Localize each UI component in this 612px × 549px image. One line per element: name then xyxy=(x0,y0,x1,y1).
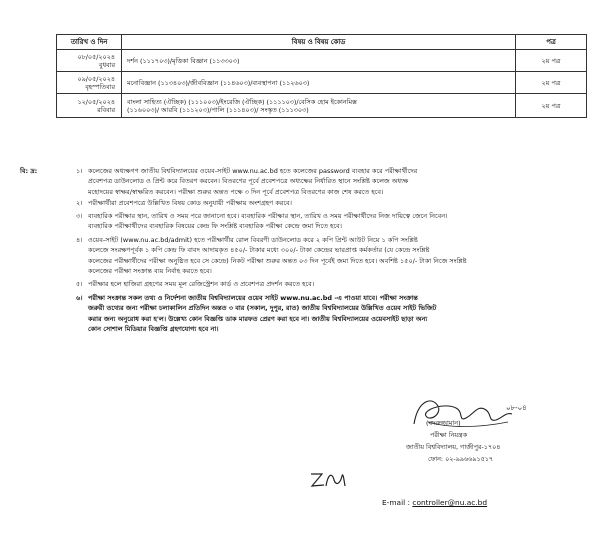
exam-day: বৃহস্পতিবার xyxy=(85,82,115,91)
exam-date: ০৮/০৫/২০২৪ xyxy=(77,52,115,61)
note-number: ৩। xyxy=(76,212,83,220)
signature-block xyxy=(384,397,564,465)
note-number: ৪। xyxy=(76,236,83,244)
phone-number: ফোন: ০২-৯৯৬৬৯১৫১৭ xyxy=(428,455,494,463)
table-header-row xyxy=(57,35,587,50)
date-cell xyxy=(57,94,122,118)
note-item-1 xyxy=(76,166,588,197)
header-paper: পত্র xyxy=(516,35,587,50)
note-line: করার জন্য অনুরোধ করা হ'ল। উল্লেখ্য কোন বিজ্ঞপ্তি ডাক মারফত প্রেরণ করা হবে না। জাতীয় বিশ্ববিদ্যালয়ের ওয়েবসাইট ছাড়া অন্য xyxy=(88,314,428,323)
note-number: ৫। xyxy=(76,280,83,288)
organization: জাতীয় বিশ্ববিদ্যালয়, গাজীপুর-১৭০৪ xyxy=(406,443,501,451)
note-line: ওয়েব-সাইট (www.nu.ac.bd/admit) হতে পরীক্ষার্থীর রোল বিবরণী ডাউনলোড করে ২ কপি প্রিন্ট আউট নিয়ে ১ কপি সংশ্লিষ্ট xyxy=(88,236,418,244)
note-line: পরীক্ষার হলে হাজিরা গ্রহণের সময় মূল রেজিস্ট্রেশন কার্ড ও প্রবেশপত্র প্রদর্শন করতে হবে। xyxy=(88,280,315,288)
exam-day: বুধবার xyxy=(98,60,115,69)
subject-cell: মনোবিজ্ঞান (১১৩৪০৩)/জীববিজ্ঞান (১১৪৬০৩)/ব্যবস্থাপনা (১১২৬০৩) xyxy=(122,72,516,94)
subject-line: (১১৬০০৩)/ আরবি (১১১২০৩)/পালি (১১১৪০৩)/ সংস্কৃত (১১১৩০৩) xyxy=(127,105,309,114)
initials-signature-icon xyxy=(308,468,348,490)
note-item-3 xyxy=(76,211,588,232)
exam-day: রবিবার xyxy=(97,105,115,114)
table-row xyxy=(57,50,587,72)
paper-cell: ২য় পত্র xyxy=(516,72,587,94)
note-line: পরীক্ষা সংক্রান্ত সকল তথ্য ও নির্দেশনা জাতীয় বিশ্ববিদ্যালয়ের ওয়েব সাইট www.nu.ac.bd -এ পাওয়া যাবে। পরীক্ষা সংক্রান্ত xyxy=(88,294,418,302)
date-cell xyxy=(57,50,122,72)
notes-label: বি: দ্র: xyxy=(20,167,38,175)
email-label: E-mail : xyxy=(382,498,411,507)
note-line: পরীক্ষার্থীরা প্রবেশপত্রে উল্লিখিত বিষয় কোড অনুযায়ী পরীক্ষায় অংশগ্রহণ করবে। xyxy=(88,199,292,207)
header-subject-code: বিষয় ও বিষয় কোড xyxy=(122,35,516,50)
paper-cell: ২য় পত্র xyxy=(516,94,587,118)
subject-line: বাংলা সাহিত্য (ঐচ্ছিক) (১১১০০৩)/ইংরেজি (ঐচ্ছিক) (১১১১০৩)/বেসিক হোম ইকোনমিক্স xyxy=(127,97,357,106)
note-line: কলেজের পরীক্ষা সংক্রান্ত ব্যয় নির্বাহ করতে হবে। xyxy=(88,266,212,275)
email-line xyxy=(382,498,487,507)
note-item-5 xyxy=(76,279,588,289)
note-item-4 xyxy=(76,235,588,276)
exam-schedule-table xyxy=(56,34,587,118)
note-item-6 xyxy=(76,293,588,334)
exam-date: ১২/০৫/২০২৪ xyxy=(77,97,115,106)
controller-title: পরীক্ষা নিয়ন্ত্রক xyxy=(430,431,468,439)
note-line: কলেজে সংরক্ষণপূর্বক ১ কপি কেন্দ্র ফি বাবদ আদায়কৃত ৪৫০/- টাকার মধ্যে ৩০০/- টাকা কেন্দ্রের ভারপ্রাপ্ত কর্মকর্তার (যে কেন্দ্রে সংশ্লিষ্ট xyxy=(88,246,430,255)
note-number: ১। xyxy=(76,167,83,175)
note-line: মহোদয়ের স্বাক্ষর/স্বাক্ষরিত করবেন। পরীক্ষা শুরুর অন্তত পক্ষে ৩ দিন পূর্বে প্রবেশপত্র বিতরণের কাজ শেষ করতে হবে। xyxy=(88,187,384,196)
note-number: ২। xyxy=(76,199,83,207)
note-line: ব্যবহারিক পরীক্ষার স্থান, তারিখ ও সময় পরে জানানো হবে। ব্যবহারিক পরীক্ষার স্থান, তারিখ ও সময় পরীক্ষার্থীদের নিজ দায়িত্বে জেনে নিবেন। xyxy=(88,212,448,220)
subject-cell xyxy=(122,94,516,118)
signature-date: ০৮-০৪ xyxy=(506,404,527,412)
note-number: ৬। xyxy=(76,294,83,302)
table-row xyxy=(57,94,587,118)
header-date-day: তারিখ ও দিন xyxy=(57,35,122,50)
note-line: কলেজের অধ্যক্ষগণ জাতীয় বিশ্ববিদ্যালয়ের ওয়েব-সাইট www.nu.ac.bd হতে কলেজের password ব্যবহার করে পরীক্ষার্থীদের xyxy=(88,167,418,175)
note-line: কোন সোশাল মিডিয়ার বিজ্ঞপ্তি গ্রহণযোগ্য হবে না। xyxy=(88,324,219,333)
note-line: প্রবেশপত্র ডাউনলোড ও প্রিন্ট করে বিতরণ করবেন। বিতরণের পূর্বে প্রবেশপত্রে অধ্যক্ষের নির্ধারিত স্থানে সংশ্লিষ্ট কলেজ অধ্যক্ষ xyxy=(88,177,409,186)
date-cell xyxy=(57,72,122,94)
exam-date: ০৯/০৫/২০২৪ xyxy=(77,74,115,83)
email-link[interactable]: controller@nu.ac.bd xyxy=(412,498,488,507)
note-line: ব্যবহারিক পরীক্ষার্থীদের ব্যবহারিক বিষয়ের কেন্দ্র ফি সংশ্লিষ্ট ব্যবহারিক পরীক্ষা কেন্দ্রে জমা দিতে হবে। xyxy=(88,222,342,231)
paper-cell: ২য় পত্র xyxy=(516,50,587,72)
note-line: কলেজের পরীক্ষার্থীদের পরীক্ষা অনুষ্ঠিত হবে সে কেন্দ্রে) নিকট পরীক্ষা শুরুর অন্তত ০৩ দিন পূর্বেই জমা দিতে হবে। অবশিষ্ট ১৫০/- টাকা নিজে সংশ্লিষ্ট xyxy=(88,256,467,265)
subject-cell: দর্শন (১১১৭০৩)/মৃত্তিকা বিজ্ঞান (১১৩৩০৩) xyxy=(122,50,516,72)
note-item-2 xyxy=(76,198,588,208)
controller-name: (বদরুজ্জামান) xyxy=(426,419,461,427)
table-row xyxy=(57,72,587,94)
note-line: জরুরী তথ্যের জন্য পরীক্ষা চলাকালিন প্রতিদিন অন্তত ৩ বার (সকাল, দুপুর, রাত) জাতীয় বিশ্ববিদ্যালয়ের উল্লিখিত ওয়েব সাইট ভিজিট xyxy=(88,304,437,313)
